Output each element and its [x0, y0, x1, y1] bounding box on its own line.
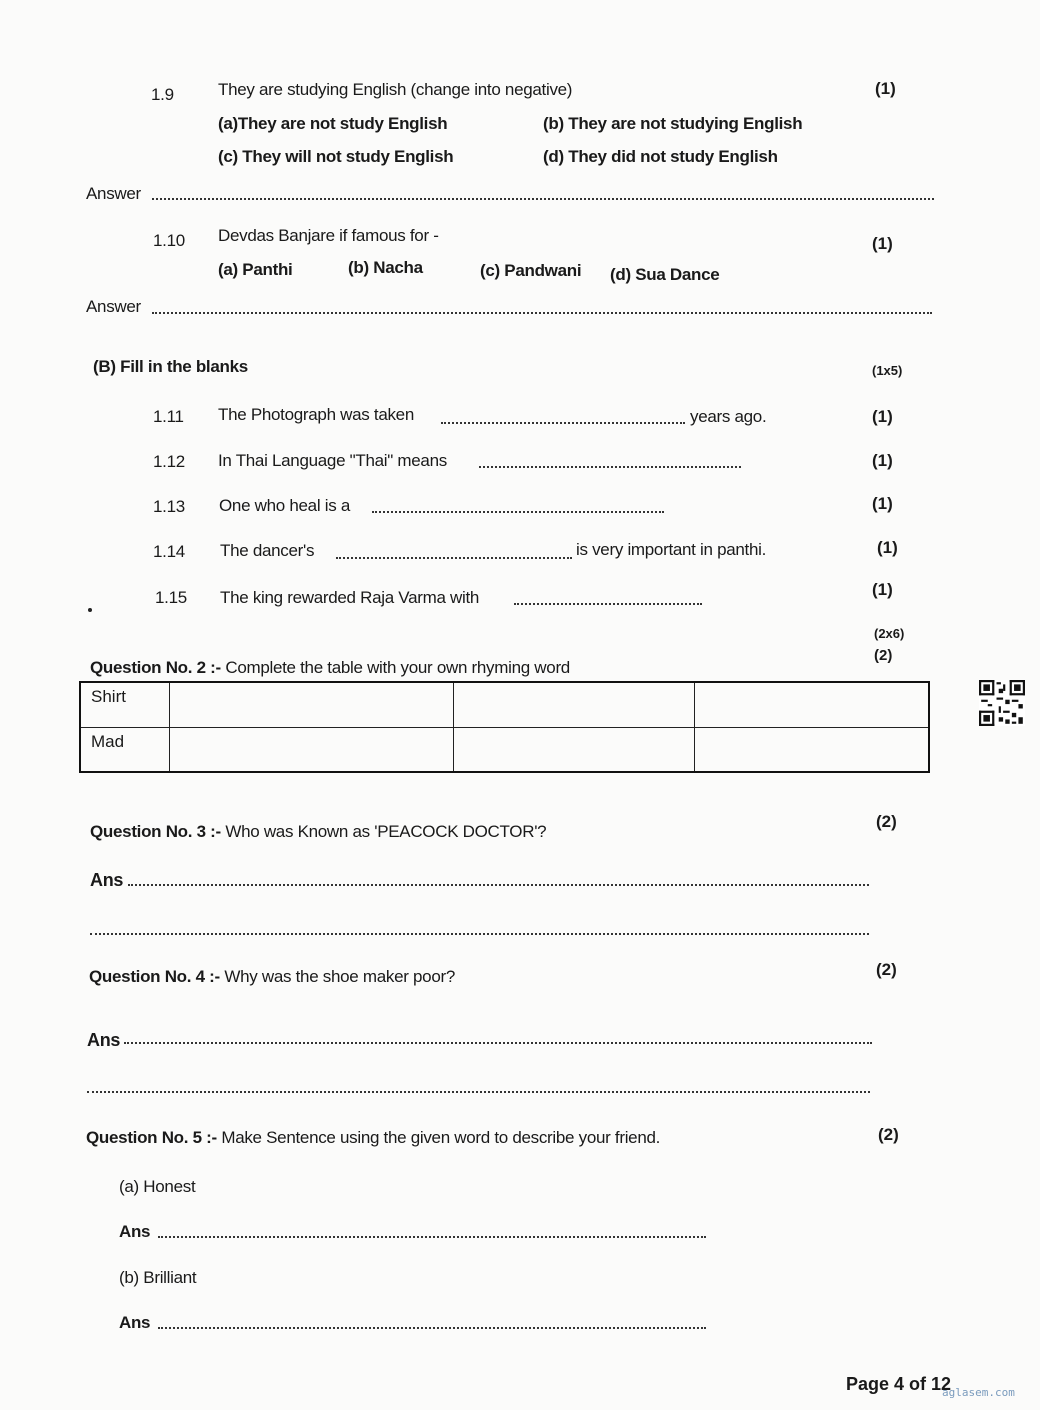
rhyme-table	[79, 681, 930, 773]
q1-14-marks: (1)	[877, 538, 898, 557]
section-b-heading: (B) Fill in the blanks	[93, 357, 248, 376]
table-cell: Shirt	[80, 682, 170, 727]
page-number: Page 4 of 12	[846, 1374, 952, 1394]
q1-10-option-d: (d) Sua Dance	[610, 265, 720, 284]
q1-14-blank[interactable]	[336, 557, 572, 559]
q4-answer-line-2[interactable]	[87, 1091, 870, 1093]
q1-15-text: The king rewarded Raja Varma with	[220, 588, 480, 607]
q1-15-number: 1.15	[155, 588, 187, 607]
table-cell-input[interactable]	[170, 682, 454, 727]
watermark: aglasem.com	[942, 1386, 1015, 1399]
q1-9-option-d: (d) They did not study English	[543, 147, 778, 166]
q1-10-option-a: (a) Panthi	[218, 260, 293, 279]
q1-15-blank[interactable]	[514, 603, 702, 605]
q4-text: Why was the shoe maker poor?	[224, 967, 455, 986]
table-cell-input[interactable]	[454, 682, 695, 727]
q1-10-option-b: (b) Nacha	[348, 258, 423, 277]
q1-12-marks: (1)	[872, 451, 893, 470]
q4-ans-label: Ans	[87, 1030, 121, 1050]
q5-word-a: (a) Honest	[119, 1177, 196, 1196]
q5-title: Question No. 5 :-	[86, 1128, 217, 1147]
q5-marks: (2)	[878, 1125, 899, 1144]
q1-9-marks: (1)	[875, 79, 896, 98]
q1-11-text: The Photograph was taken	[218, 405, 414, 424]
qr-code-icon	[979, 680, 1025, 726]
q1-9-option-a: (a)They are not study English	[218, 114, 448, 133]
q3-title: Question No. 3 :-	[90, 822, 221, 841]
q2-title: Question No. 2 :-	[90, 658, 221, 677]
q1-11-marks: (1)	[872, 407, 893, 426]
q2-text: Complete the table with your own rhyming word	[225, 658, 570, 677]
q3-text: Who was Known as 'PEACOCK DOCTOR'?	[225, 822, 547, 841]
q1-14-text-after: is very important in panthi.	[576, 540, 767, 559]
q3-heading	[90, 822, 546, 842]
table-cell-input[interactable]	[695, 682, 930, 727]
q4-title: Question No. 4 :-	[89, 967, 220, 986]
q1-12-text: In Thai Language "Thai" means	[218, 451, 447, 470]
q1-13-text: One who heal is a	[219, 496, 350, 515]
q1-10-answer-label: Answer	[86, 297, 141, 316]
table-cell: Mad	[80, 727, 170, 772]
q5-ans-a-label: Ans	[119, 1222, 151, 1241]
q3-answer-line-2[interactable]	[90, 933, 869, 935]
q1-9-text: They are studying English (change into negative)	[218, 80, 573, 99]
q1-9-option-b: (b) They are not studying English	[543, 114, 803, 133]
q4-heading	[89, 967, 455, 987]
table-cell-input[interactable]	[454, 727, 695, 772]
q1-10-answer-line[interactable]	[152, 312, 932, 314]
q5-answer-line-b[interactable]	[158, 1327, 706, 1329]
q1-13-marks: (1)	[872, 494, 893, 513]
q1-9-option-c: (c) They will not study English	[218, 147, 454, 166]
q1-10-marks: (1)	[872, 234, 893, 253]
table-cell-input[interactable]	[170, 727, 454, 772]
q4-answer-line[interactable]	[124, 1042, 872, 1044]
q1-9-answer-line[interactable]	[152, 198, 934, 200]
q3-marks: (2)	[876, 812, 897, 831]
q1-13-blank[interactable]	[372, 511, 664, 513]
q1-12-blank[interactable]	[479, 466, 741, 468]
q3-answer-line[interactable]	[128, 884, 869, 886]
q1-9-number: 1.9	[151, 85, 174, 104]
q1-11-text-after: years ago.	[690, 407, 767, 426]
scan-speck	[88, 608, 92, 612]
q1-10-number: 1.10	[153, 231, 185, 250]
q1-9-answer-label: Answer	[86, 184, 141, 203]
q5-text: Make Sentence using the given word to describe your friend.	[221, 1128, 661, 1147]
q1-14-text: The dancer's	[220, 541, 315, 560]
q1-10-text: Devdas Banjare if famous for -	[218, 226, 439, 245]
q2-marks-multiplier: (2x6)	[874, 626, 905, 641]
table-row	[80, 682, 929, 727]
q5-heading	[86, 1128, 660, 1148]
q5-word-b: (b) Brilliant	[119, 1268, 197, 1287]
section-b-marks: (1x5)	[872, 363, 903, 378]
q2-marks: (2)	[874, 647, 893, 664]
q1-13-number: 1.13	[153, 497, 185, 516]
q1-11-blank[interactable]	[441, 422, 685, 424]
q1-14-number: 1.14	[153, 542, 185, 561]
q1-10-option-c: (c) Pandwani	[480, 261, 582, 280]
table-row	[80, 727, 929, 772]
q5-ans-b-label: Ans	[119, 1313, 151, 1332]
q3-ans-label: Ans	[90, 870, 124, 890]
table-cell-input[interactable]	[695, 727, 930, 772]
q4-marks: (2)	[876, 960, 897, 979]
q1-11-number: 1.11	[153, 407, 184, 426]
q1-15-marks: (1)	[872, 580, 893, 599]
q1-12-number: 1.12	[153, 452, 185, 471]
q2-heading	[90, 658, 570, 678]
q5-answer-line-a[interactable]	[158, 1236, 706, 1238]
